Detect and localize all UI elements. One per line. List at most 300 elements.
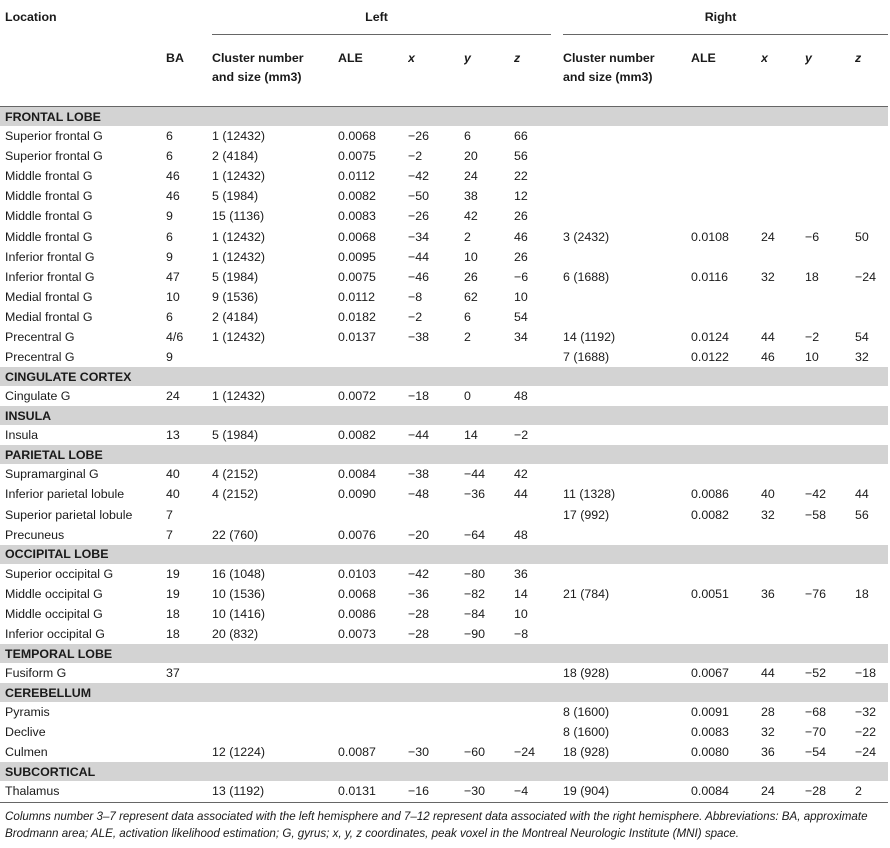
location-cell: Precentral G bbox=[5, 350, 75, 365]
right-x-cell: 44 bbox=[761, 666, 775, 681]
right-x-cell: 46 bbox=[761, 350, 775, 365]
ba-cell: 4/6 bbox=[166, 329, 184, 344]
table-row bbox=[0, 564, 888, 584]
left-ale-cell: 0.0072 bbox=[338, 389, 376, 404]
left-ale-cell: 0.0068 bbox=[338, 129, 376, 144]
table-row bbox=[0, 663, 888, 683]
right-x-cell bbox=[761, 247, 805, 267]
right-y-cell bbox=[805, 386, 855, 406]
right-x-cell bbox=[761, 186, 805, 206]
right-z-cell: −18 bbox=[855, 666, 877, 681]
right-x-cell: 40 bbox=[761, 487, 775, 502]
left-ale-cell: 0.0087 bbox=[338, 745, 376, 760]
location-cell: Insula bbox=[5, 428, 39, 443]
table-row bbox=[0, 781, 888, 802]
right-cluster-cell: 3 (2432) bbox=[563, 229, 610, 244]
right-x-cell bbox=[761, 525, 805, 545]
right-y-cell: −54 bbox=[805, 745, 827, 760]
right-y-cell: −70 bbox=[805, 725, 827, 740]
right-cluster-cell bbox=[563, 425, 691, 445]
location-cell: Inferior frontal G bbox=[5, 249, 95, 264]
table-row bbox=[0, 464, 888, 484]
right-cluster-cell bbox=[563, 247, 691, 267]
right-x-cell: 44 bbox=[761, 329, 775, 344]
location-cell: Inferior frontal G bbox=[5, 269, 95, 284]
location-cell: Superior parietal lobule bbox=[5, 507, 133, 522]
ba-cell: 47 bbox=[166, 269, 180, 284]
location-cell: Superior frontal G bbox=[5, 149, 103, 164]
left-x-cell: −38 bbox=[408, 467, 430, 482]
left-z-cell: 48 bbox=[514, 389, 528, 404]
left-x-cell: −2 bbox=[408, 149, 423, 164]
left-z-cell: 66 bbox=[514, 129, 528, 144]
ba-cell: 19 bbox=[166, 566, 180, 581]
left-z-cell: 54 bbox=[514, 309, 528, 324]
left-cluster-cell: 12 (1224) bbox=[212, 745, 266, 760]
location-cell: Cingulate G bbox=[5, 389, 71, 404]
left-ale-cell: 0.0075 bbox=[338, 149, 376, 164]
left-x-cell bbox=[408, 347, 464, 367]
location-cell: Declive bbox=[5, 725, 46, 740]
left-x-cell: −16 bbox=[408, 784, 430, 799]
ba-cell bbox=[166, 722, 212, 742]
right-z-cell: 32 bbox=[855, 350, 869, 365]
right-y-cell: 18 bbox=[805, 269, 819, 284]
right-ale-cell: 0.0124 bbox=[691, 329, 729, 344]
right-x-cell bbox=[761, 624, 805, 644]
right-z-cell bbox=[855, 624, 888, 644]
ba-cell: 46 bbox=[166, 189, 180, 204]
right-z-cell bbox=[855, 464, 888, 484]
location-cell: Inferior parietal lobule bbox=[5, 487, 125, 502]
right-z-cell: −24 bbox=[855, 269, 877, 284]
right-z-cell bbox=[855, 386, 888, 406]
right-cluster-cell bbox=[563, 146, 691, 166]
right-ale-cell bbox=[691, 307, 761, 327]
right-z-cell: 54 bbox=[855, 329, 869, 344]
right-z-cell bbox=[855, 186, 888, 206]
left-cluster-cell bbox=[212, 663, 338, 683]
left-ale-cell bbox=[338, 722, 408, 742]
left-y-cell: 20 bbox=[464, 149, 478, 164]
left-y-cell: 42 bbox=[464, 209, 478, 224]
left-cluster-cell: 16 (1048) bbox=[212, 566, 266, 581]
right-y-cell bbox=[805, 206, 855, 226]
location-cell: Fusiform G bbox=[5, 666, 67, 681]
table-row bbox=[0, 742, 888, 762]
table-row bbox=[0, 126, 888, 146]
ba-header: BA bbox=[166, 51, 184, 65]
left-cluster-cell: 9 (1536) bbox=[212, 289, 259, 304]
location-cell: Pyramis bbox=[5, 705, 50, 720]
left-y-cell: 2 bbox=[464, 229, 471, 244]
right-z-cell bbox=[855, 525, 888, 545]
left-x-cell: −26 bbox=[408, 209, 430, 224]
left-ale-cell bbox=[338, 663, 408, 683]
right-ale-cell: 0.0080 bbox=[691, 745, 729, 760]
table-row bbox=[0, 386, 888, 406]
right-ale-cell: 0.0051 bbox=[691, 586, 729, 601]
right-ale-cell bbox=[691, 624, 761, 644]
left-y-cell: 26 bbox=[464, 269, 478, 284]
right-cluster-cell: 21 (784) bbox=[563, 586, 610, 601]
right-ale-cell: 0.0122 bbox=[691, 350, 729, 365]
left-cluster-cell: 1 (12432) bbox=[212, 329, 266, 344]
left-z-cell: 22 bbox=[514, 169, 528, 184]
left-x-cell: −18 bbox=[408, 389, 430, 404]
left-z-cell: 46 bbox=[514, 229, 528, 244]
table-footnote: Columns number 3–7 represent data associated with the left hemisphere and 7–12 represent data associated with the right hemisphere. Abbreviations: BA, approximate Brodmann area; ALE, activation likelihood estimation; G, gyrus; x, y, z coordinates, peak voxel in the Montreal Neurologic Institute (MNI) space. bbox=[5, 810, 868, 840]
left-z-cell bbox=[514, 663, 563, 683]
left-z-cell: 48 bbox=[514, 527, 528, 542]
left-cluster-cell: 1 (12432) bbox=[212, 389, 266, 404]
table-row bbox=[0, 206, 888, 226]
left-cluster-cell: 2 (4184) bbox=[212, 149, 259, 164]
left-y-cell: −36 bbox=[464, 487, 486, 502]
table-row bbox=[0, 722, 888, 742]
right-y-cell: −42 bbox=[805, 487, 827, 502]
table-row bbox=[0, 186, 888, 206]
left-cluster-cell: 1 (12432) bbox=[212, 169, 266, 184]
right-y-cell: −76 bbox=[805, 586, 827, 601]
right-cluster-cell bbox=[563, 307, 691, 327]
left-y-cell: 24 bbox=[464, 169, 478, 184]
left-y-cell: 38 bbox=[464, 189, 478, 204]
ba-cell: 24 bbox=[166, 389, 180, 404]
right-z-cell bbox=[855, 564, 888, 584]
right-y-cell bbox=[805, 425, 855, 445]
location-cell: Middle frontal G bbox=[5, 229, 93, 244]
right-y-cell bbox=[805, 464, 855, 484]
right-z-cell bbox=[855, 166, 888, 186]
left-y-cell bbox=[464, 722, 514, 742]
ba-cell bbox=[166, 781, 212, 802]
location-cell: Superior occipital G bbox=[5, 566, 114, 581]
left-z-cell: −8 bbox=[514, 627, 529, 642]
left-cluster-cell: 10 (1416) bbox=[212, 606, 266, 621]
section-title: CEREBELLUM bbox=[0, 683, 888, 702]
left-y-cell: −30 bbox=[464, 784, 486, 799]
location-cell: Middle frontal G bbox=[5, 189, 93, 204]
right-y-cell bbox=[805, 126, 855, 146]
left-cluster-cell: 5 (1984) bbox=[212, 428, 259, 443]
left-y-cell: 6 bbox=[464, 309, 471, 324]
left-y-cell: 6 bbox=[464, 129, 471, 144]
left-ale-cell: 0.0112 bbox=[338, 169, 375, 184]
table-row bbox=[0, 604, 888, 624]
right-y-cell bbox=[805, 146, 855, 166]
right-ale-cell bbox=[691, 464, 761, 484]
left-ale-cell: 0.0068 bbox=[338, 586, 376, 601]
right-z-cell: 18 bbox=[855, 586, 869, 601]
right-y-cell: 10 bbox=[805, 350, 819, 365]
right-y-cell bbox=[805, 287, 855, 307]
left-x-cell: −28 bbox=[408, 606, 430, 621]
left-y-cell: 2 bbox=[464, 329, 471, 344]
left-ale-cell: 0.0068 bbox=[338, 229, 376, 244]
left-y-cell bbox=[464, 702, 514, 722]
location-cell: Medial frontal G bbox=[5, 309, 93, 324]
table-row bbox=[0, 624, 888, 644]
section-header-row bbox=[0, 107, 888, 127]
right-ale-cell bbox=[691, 287, 761, 307]
left-ale-cell: 0.0131 bbox=[338, 784, 376, 799]
left-y-cell: −90 bbox=[464, 627, 486, 642]
table-row bbox=[0, 327, 888, 347]
section-header-row bbox=[0, 367, 888, 386]
left-ale-cell: 0.0075 bbox=[338, 269, 376, 284]
left-x-cell: −28 bbox=[408, 627, 430, 642]
right-z-cell bbox=[855, 206, 888, 226]
left-ale-cell: 0.0086 bbox=[338, 606, 376, 621]
right-ale-cell: 0.0108 bbox=[691, 229, 729, 244]
right-x-cell: 32 bbox=[761, 269, 775, 284]
left-z-header: z bbox=[514, 51, 521, 65]
right-y-cell bbox=[805, 166, 855, 186]
left-cluster-cell: 5 (1984) bbox=[212, 269, 259, 284]
ba-cell: 19 bbox=[166, 586, 180, 601]
left-cluster-cell bbox=[212, 347, 338, 367]
right-y-cell bbox=[805, 564, 855, 584]
right-z-cell bbox=[855, 425, 888, 445]
right-cluster-cell bbox=[563, 206, 691, 226]
right-x-cell: 32 bbox=[761, 507, 775, 522]
right-z-cell: −22 bbox=[855, 725, 877, 740]
left-cluster-cell: 10 (1536) bbox=[212, 586, 266, 601]
left-cluster-cell: 4 (2152) bbox=[212, 487, 259, 502]
location-header: Location bbox=[5, 10, 57, 24]
right-cluster-cell bbox=[563, 287, 691, 307]
right-ale-cell bbox=[691, 564, 761, 584]
table-row bbox=[0, 166, 888, 186]
section-header-row bbox=[0, 644, 888, 663]
ba-cell: 13 bbox=[166, 428, 180, 443]
right-cluster-header: Cluster number and size (mm3) bbox=[563, 51, 655, 84]
left-y-cell: 62 bbox=[464, 289, 478, 304]
left-x-cell: −26 bbox=[408, 129, 430, 144]
location-cell: Middle occipital G bbox=[5, 606, 103, 621]
left-cluster-cell: 1 (12432) bbox=[212, 249, 266, 264]
left-ale-cell: 0.0073 bbox=[338, 627, 376, 642]
right-y-cell: −6 bbox=[805, 229, 820, 244]
location-cell: Thalamus bbox=[5, 784, 60, 799]
right-ale-cell bbox=[691, 525, 761, 545]
right-cluster-cell bbox=[563, 564, 691, 584]
left-ale-cell bbox=[338, 702, 408, 722]
table-row bbox=[0, 702, 888, 722]
right-z-cell: 50 bbox=[855, 229, 869, 244]
section-title: SUBCORTICAL bbox=[0, 762, 888, 781]
right-x-cell: 24 bbox=[761, 784, 775, 799]
right-cluster-cell: 19 (904) bbox=[563, 784, 610, 799]
left-y-header: y bbox=[464, 51, 471, 65]
table-row bbox=[0, 347, 888, 367]
right-ale-header: ALE bbox=[691, 51, 716, 65]
ba-cell: 6 bbox=[166, 149, 173, 164]
left-ale-cell: 0.0082 bbox=[338, 428, 376, 443]
right-x-cell bbox=[761, 206, 805, 226]
left-cluster-cell: 1 (12432) bbox=[212, 229, 266, 244]
location-cell: Middle frontal G bbox=[5, 169, 93, 184]
right-cluster-cell bbox=[563, 166, 691, 186]
right-cluster-cell: 8 (1600) bbox=[563, 725, 610, 740]
section-header-row bbox=[0, 406, 888, 425]
right-cluster-cell: 11 (1328) bbox=[563, 487, 616, 502]
left-ale-cell: 0.0182 bbox=[338, 309, 376, 324]
right-x-cell bbox=[761, 307, 805, 327]
right-cluster-cell bbox=[563, 604, 691, 624]
location-cell: Superior frontal G bbox=[5, 129, 103, 144]
left-cluster-cell: 2 (4184) bbox=[212, 309, 259, 324]
right-cluster-cell: 7 (1688) bbox=[563, 350, 610, 365]
left-x-cell: −8 bbox=[408, 289, 423, 304]
right-x-cell: 28 bbox=[761, 705, 775, 720]
left-z-cell bbox=[514, 722, 563, 742]
left-cluster-cell: 13 (1192) bbox=[212, 784, 265, 799]
left-y-cell: −60 bbox=[464, 745, 486, 760]
left-ale-cell bbox=[338, 505, 408, 525]
location-cell: Medial frontal G bbox=[5, 289, 93, 304]
ba-cell: 7 bbox=[166, 527, 173, 542]
right-ale-cell bbox=[691, 247, 761, 267]
right-ale-cell bbox=[691, 126, 761, 146]
section-title: TEMPORAL LOBE bbox=[0, 644, 888, 663]
left-cluster-cell bbox=[212, 722, 338, 742]
right-cluster-cell bbox=[563, 386, 691, 406]
right-y-cell bbox=[805, 604, 855, 624]
left-ale-cell: 0.0076 bbox=[338, 527, 376, 542]
left-x-cell: −2 bbox=[408, 309, 423, 324]
ba-cell: 6 bbox=[166, 129, 173, 144]
left-z-cell: 56 bbox=[514, 149, 528, 164]
table-row bbox=[0, 226, 888, 246]
right-x-header: x bbox=[761, 51, 768, 65]
left-z-cell: 14 bbox=[514, 586, 528, 601]
right-x-cell bbox=[761, 425, 805, 445]
table-body bbox=[0, 107, 888, 803]
table-row bbox=[0, 505, 888, 525]
location-cell: Precuneus bbox=[5, 527, 65, 542]
left-ale-cell: 0.0090 bbox=[338, 487, 376, 502]
right-ale-cell: 0.0116 bbox=[691, 269, 729, 284]
left-x-cell bbox=[408, 722, 464, 742]
left-y-cell bbox=[464, 663, 514, 683]
right-y-cell: −2 bbox=[805, 329, 820, 344]
right-y-cell bbox=[805, 525, 855, 545]
right-x-cell bbox=[761, 126, 805, 146]
right-ale-cell: 0.0091 bbox=[691, 705, 729, 720]
table-row bbox=[0, 484, 888, 504]
left-cluster-cell: 1 (12432) bbox=[212, 129, 266, 144]
ba-cell: 6 bbox=[166, 229, 173, 244]
right-x-cell bbox=[761, 146, 805, 166]
ba-cell: 18 bbox=[166, 627, 180, 642]
table-row bbox=[0, 146, 888, 166]
ba-cell: 46 bbox=[166, 169, 180, 184]
table-row bbox=[0, 584, 888, 604]
right-cluster-cell: 18 (928) bbox=[563, 745, 610, 760]
ba-cell: 9 bbox=[166, 249, 173, 264]
right-x-cell bbox=[761, 564, 805, 584]
left-cluster-cell bbox=[212, 702, 338, 722]
right-x-cell: 32 bbox=[761, 725, 775, 740]
ba-cell: 10 bbox=[166, 289, 180, 304]
right-ale-cell: 0.0086 bbox=[691, 487, 729, 502]
ba-cell: 6 bbox=[166, 309, 173, 324]
left-x-cell: −50 bbox=[408, 189, 430, 204]
left-z-cell: 26 bbox=[514, 249, 528, 264]
left-x-cell: −34 bbox=[408, 229, 430, 244]
left-z-cell: 12 bbox=[514, 189, 528, 204]
right-x-cell bbox=[761, 287, 805, 307]
right-y-cell: −68 bbox=[805, 705, 827, 720]
left-cluster-cell: 22 (760) bbox=[212, 527, 259, 542]
left-y-cell: −84 bbox=[464, 606, 486, 621]
right-hemisphere-header: Right bbox=[563, 10, 888, 35]
section-header-row bbox=[0, 762, 888, 781]
left-x-cell: −46 bbox=[408, 269, 430, 284]
left-ale-cell: 0.0137 bbox=[338, 329, 376, 344]
left-z-cell: −4 bbox=[514, 784, 529, 799]
right-y-cell bbox=[805, 186, 855, 206]
right-z-cell: 56 bbox=[855, 507, 869, 522]
right-cluster-cell: 17 (992) bbox=[563, 507, 610, 522]
left-x-cell: −20 bbox=[408, 527, 430, 542]
left-x-cell: −48 bbox=[408, 487, 430, 502]
section-header-row bbox=[0, 545, 888, 564]
left-x-cell bbox=[408, 702, 464, 722]
left-y-cell bbox=[464, 505, 514, 525]
section-title: PARIETAL LOBE bbox=[0, 445, 888, 464]
left-x-cell bbox=[408, 505, 464, 525]
left-cluster-cell bbox=[212, 505, 338, 525]
left-y-cell: 0 bbox=[464, 389, 471, 404]
left-y-cell: −82 bbox=[464, 586, 486, 601]
location-cell: Culmen bbox=[5, 745, 48, 760]
ba-cell: 37 bbox=[166, 666, 180, 681]
location-cell: Middle frontal G bbox=[5, 209, 93, 224]
left-ale-cell: 0.0095 bbox=[338, 249, 376, 264]
table-row bbox=[0, 425, 888, 445]
right-ale-cell bbox=[691, 425, 761, 445]
right-x-cell bbox=[761, 386, 805, 406]
location-cell: Precentral G bbox=[5, 329, 75, 344]
right-x-cell bbox=[761, 604, 805, 624]
table-row bbox=[0, 267, 888, 287]
right-cluster-cell: 18 (928) bbox=[563, 666, 610, 681]
left-ale-cell: 0.0112 bbox=[338, 289, 375, 304]
right-x-cell bbox=[761, 464, 805, 484]
right-cluster-cell bbox=[563, 624, 691, 644]
right-z-cell bbox=[855, 126, 888, 146]
right-z-cell bbox=[855, 247, 888, 267]
right-ale-cell: 0.0082 bbox=[691, 507, 729, 522]
right-x-cell bbox=[761, 166, 805, 186]
ba-cell: 18 bbox=[166, 606, 180, 621]
left-x-cell: −42 bbox=[408, 169, 430, 184]
right-x-cell: 36 bbox=[761, 745, 775, 760]
right-z-cell: −24 bbox=[855, 745, 877, 760]
left-x-header: x bbox=[408, 51, 415, 65]
right-ale-cell bbox=[691, 166, 761, 186]
left-y-cell: −64 bbox=[464, 527, 486, 542]
left-y-cell: −44 bbox=[464, 467, 486, 482]
right-cluster-cell bbox=[563, 126, 691, 146]
right-ale-cell: 0.0067 bbox=[691, 666, 729, 681]
ba-cell bbox=[166, 702, 212, 722]
section-title: FRONTAL LOBE bbox=[0, 107, 888, 127]
right-z-cell: 2 bbox=[855, 784, 862, 799]
